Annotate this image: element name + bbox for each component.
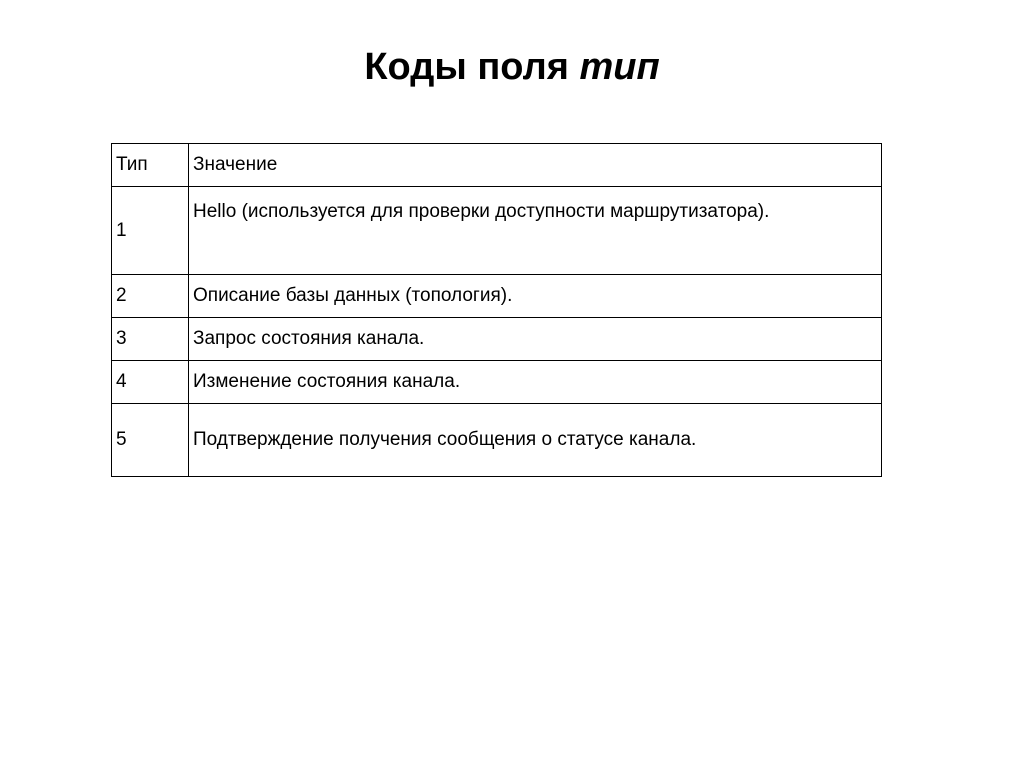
- header-cell-meaning: Значение: [189, 144, 882, 187]
- type-code-cell: 5: [112, 404, 189, 477]
- page-title: [0, 40, 1024, 94]
- table-header-row: [112, 144, 882, 187]
- meaning-cell: Hello (используется для проверки доступности маршрутизатора).: [189, 187, 882, 275]
- table-row: [112, 275, 882, 318]
- table-row: [112, 404, 882, 477]
- meaning-cell: Запрос состояния канала.: [189, 318, 882, 361]
- meaning-cell: Подтверждение получения сообщения о статусе канала.: [189, 404, 882, 477]
- table-row: [112, 187, 882, 275]
- type-code-cell: 3: [112, 318, 189, 361]
- title-text: Коды поля: [364, 46, 569, 88]
- table-row: [112, 318, 882, 361]
- title-emphasis: тип: [579, 46, 660, 88]
- type-code-cell: 2: [112, 275, 189, 318]
- type-code-cell: 4: [112, 361, 189, 404]
- header-cell-type: Тип: [112, 144, 189, 187]
- type-codes-table: [111, 143, 882, 477]
- meaning-cell: Описание базы данных (топология).: [189, 275, 882, 318]
- meaning-cell: Изменение состояния канала.: [189, 361, 882, 404]
- type-code-cell: 1: [112, 187, 189, 275]
- table-row: [112, 361, 882, 404]
